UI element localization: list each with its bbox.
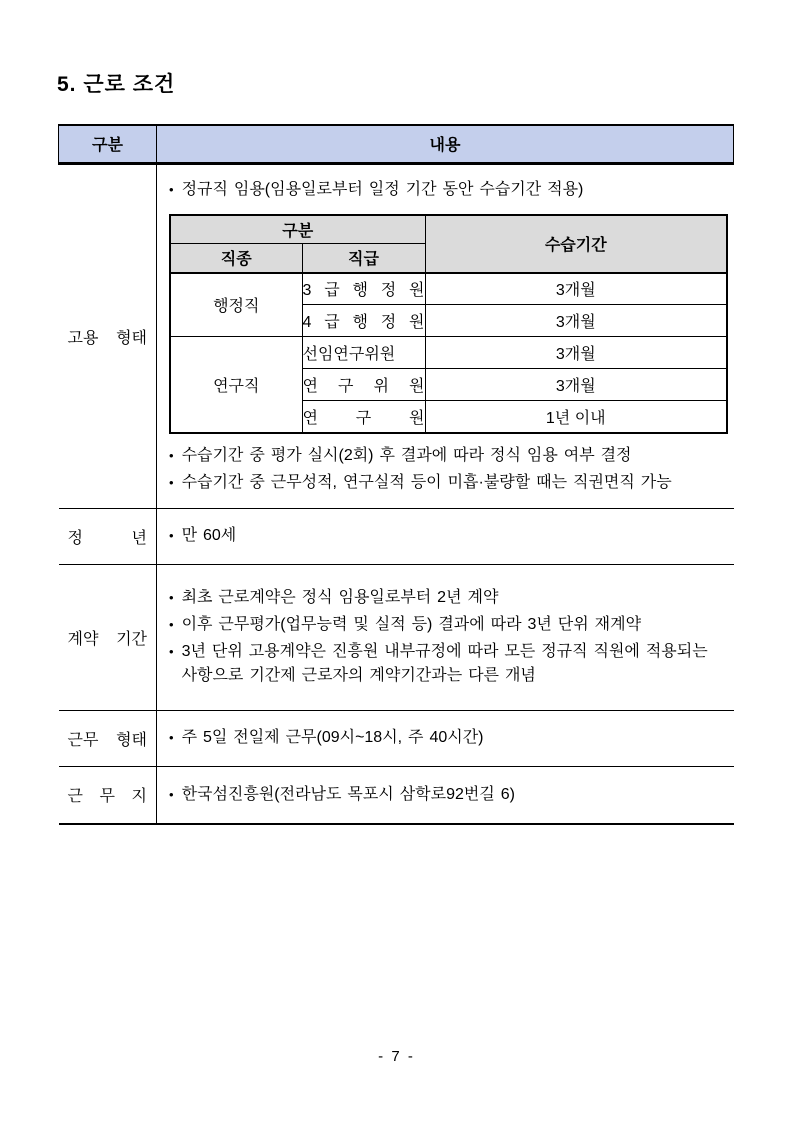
bullet-dot: • — [169, 590, 174, 605]
bullet-item — [169, 726, 722, 750]
bullet-text: 한국섬진흥원(전라남도 목포시 삼학로92번길 6) — [181, 785, 515, 803]
bullet-item — [169, 178, 722, 202]
period-cell: 3개월 — [425, 273, 727, 305]
table-row-work-schedule — [59, 710, 734, 766]
row-content-employment-type — [157, 163, 734, 508]
bullet-item — [169, 444, 722, 468]
bullet-text: 수습기간 중 근무성적, 연구실적 등이 미흡·불량할 때는 직권면직 가능 — [181, 473, 672, 491]
grade-cell: 4 급 행 정 원 — [302, 305, 425, 337]
table-header-row — [59, 125, 734, 163]
grade-cell: 선임연구위원 — [302, 337, 425, 369]
row-label-work-schedule: 근무 형태 — [59, 710, 157, 766]
bullet-item — [169, 783, 722, 807]
bullet-item — [169, 524, 722, 548]
period-cell: 3개월 — [425, 369, 727, 401]
jobtype-cell-research: 연구직 — [170, 337, 302, 433]
bullet-dot: • — [169, 786, 174, 802]
row-label-contract-period: 계약 기간 — [59, 564, 157, 710]
column-header-content: 내용 — [157, 125, 734, 163]
grade-cell: 연 구 원 — [302, 401, 425, 433]
bullet-item — [169, 640, 722, 688]
bullet-text: 최초 근로계약은 정식 임용일로부터 2년 계약 — [181, 589, 499, 606]
period-cell: 3개월 — [425, 305, 727, 337]
bullet-text: 만 60세 — [181, 527, 237, 544]
row-content-contract-period — [157, 564, 734, 710]
bullet-text: 주 5일 전일제 근무(09시~18시, 주 40시간) — [181, 729, 484, 746]
probation-row — [170, 273, 727, 305]
probation-header-row-1 — [170, 215, 727, 244]
row-content-work-schedule — [157, 710, 734, 766]
probation-header-grade: 직급 — [302, 244, 425, 273]
grade-cell: 3 급 행 정 원 — [302, 273, 425, 305]
grade-cell: 연 구 위 원 — [302, 369, 425, 401]
bullet-item — [169, 586, 722, 610]
period-cell: 3개월 — [425, 337, 727, 369]
column-header-category: 구분 — [59, 125, 157, 163]
bullet-text: 수습기간 중 평가 실시(2회) 후 결과에 따라 정식 임용 여부 결정 — [181, 446, 632, 464]
bullet-text: 3년 단위 고용계약은 진흥원 내부규정에 따라 모든 정규직 직원에 적용되는 사항으로 기간제 근로자의 계약기간과는 다른 개념 — [181, 643, 708, 684]
bullet-text: 이후 근무평가(업무능력 및 실적 등) 결과에 따라 3년 단위 재계약 — [181, 616, 642, 633]
bullet-dot: • — [169, 181, 174, 197]
period-cell: 1년 이내 — [425, 401, 727, 433]
probation-header-jobtype: 직종 — [170, 244, 302, 273]
bullet-text: 정규직 임용(임용일로부터 일정 기간 동안 수습기간 적용) — [181, 180, 584, 198]
probation-header-group: 구분 — [170, 215, 425, 244]
table-row-work-location — [59, 766, 734, 824]
section-title: 5. 근로 조건 — [57, 73, 176, 96]
bullet-dot: • — [169, 644, 174, 659]
bullet-dot: • — [169, 447, 174, 463]
probation-table — [169, 214, 728, 434]
row-content-work-location — [157, 766, 734, 824]
bullet-dot: • — [169, 474, 174, 490]
table-row-employment-type — [59, 163, 734, 508]
bullet-dot: • — [169, 528, 174, 543]
bullet-item — [169, 471, 722, 495]
row-label-employment-type: 고용 형태 — [59, 163, 157, 508]
row-label-retirement-age: 정 년 — [59, 508, 157, 564]
jobtype-cell-admin: 행정직 — [170, 273, 302, 337]
conditions-table — [58, 124, 734, 825]
table-row-retirement-age — [59, 508, 734, 564]
table-row-contract-period — [59, 564, 734, 710]
bullet-dot: • — [169, 617, 174, 632]
row-content-retirement-age — [157, 508, 734, 564]
bullet-item — [169, 613, 722, 637]
probation-row — [170, 337, 727, 369]
bullet-dot: • — [169, 730, 174, 745]
row-label-work-location: 근 무 지 — [59, 766, 157, 824]
probation-header-period: 수습기간 — [425, 215, 727, 273]
page-number: - 7 - — [378, 1048, 415, 1065]
